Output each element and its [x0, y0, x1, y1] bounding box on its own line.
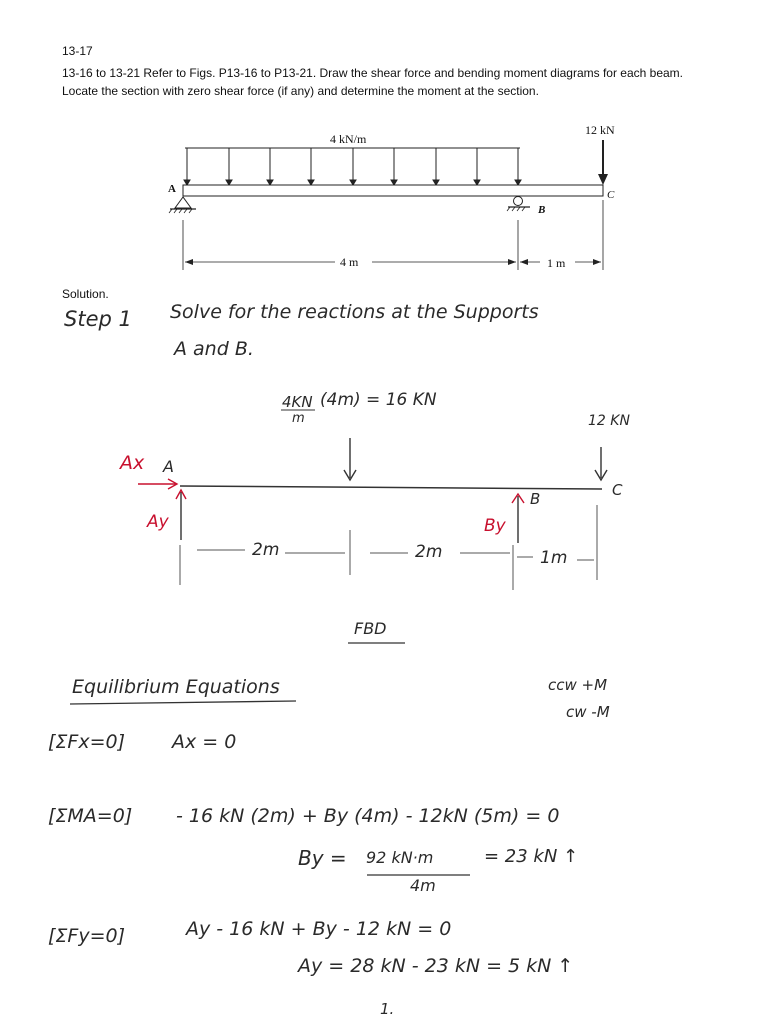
- dim-bc-label: 1 m: [547, 256, 566, 270]
- step-label: Step 1: [64, 307, 132, 331]
- fbd-ay: Ay: [147, 512, 169, 532]
- point-load-label: 12 kN: [585, 123, 615, 137]
- sign-ccw: ccw +M: [548, 676, 608, 694]
- eq3-body: Ay - 16 kN + By - 12 kN = 0: [186, 918, 452, 940]
- fbd-caption: FBD: [354, 619, 387, 638]
- eq2-result: = 23 kN ↑: [484, 846, 579, 867]
- fbd-resultant-rest: (4m) = 16 KN: [320, 390, 437, 410]
- page-number: 1.: [380, 1000, 395, 1018]
- fbd-dim2: 2m: [415, 542, 443, 562]
- eq2-by: By =: [298, 846, 347, 870]
- problem-number: 13-17: [62, 44, 93, 58]
- label-a: A: [168, 183, 176, 195]
- fbd-by: By: [484, 516, 506, 536]
- fbd-label-c: C: [612, 481, 623, 499]
- solution-heading: Solution.: [62, 287, 109, 301]
- fbd-dim3: 1m: [540, 548, 568, 568]
- eq2-body: - 16 kN (2m) + By (4m) - 12kN (5m) = 0: [176, 805, 560, 827]
- distributed-load-label: 4 kN/m: [330, 132, 367, 146]
- fbd-resultant-num: 4KN: [282, 393, 313, 411]
- eq2-num: 92 kN·m: [366, 848, 434, 867]
- label-b: B: [538, 204, 546, 216]
- sign-cw: cw -M: [566, 703, 610, 721]
- problem-statement-line1: 13-16 to 13-21 Refer to Figs. P13-16 to P13-21. Draw the shear force and bending moment diagrams for each beam.: [62, 66, 684, 80]
- label-c: C: [607, 189, 615, 201]
- equilibrium-heading: Equilibrium Equations: [72, 676, 280, 698]
- problem-statement-line2: Locate the section with zero shear force (if any) and determine the moment at the section.: [62, 84, 539, 98]
- fbd-dim1: 2m: [252, 540, 280, 560]
- dim-ab-label: 4 m: [340, 255, 359, 269]
- eq3-label: [ΣFy=0]: [48, 925, 126, 947]
- eq1-body: Ax = 0: [172, 731, 237, 753]
- fbd-resultant-den: m: [292, 411, 305, 426]
- fbd-label-b: B: [530, 490, 541, 508]
- step-text-line1: Solve for the reactions at the Supports: [170, 301, 539, 323]
- fbd-ax: Ax: [120, 452, 145, 474]
- eq2-label: [ΣMA=0]: [48, 805, 133, 827]
- eq1-label: [ΣFx=0]: [48, 731, 126, 753]
- eq2-den: 4m: [410, 876, 436, 895]
- fbd-point-load: 12 KN: [588, 413, 630, 429]
- eq3-result: Ay = 28 kN - 23 kN = 5 kN ↑: [298, 955, 574, 977]
- fbd-label-a: A: [163, 457, 174, 476]
- step-text-line2: A and B.: [174, 338, 254, 360]
